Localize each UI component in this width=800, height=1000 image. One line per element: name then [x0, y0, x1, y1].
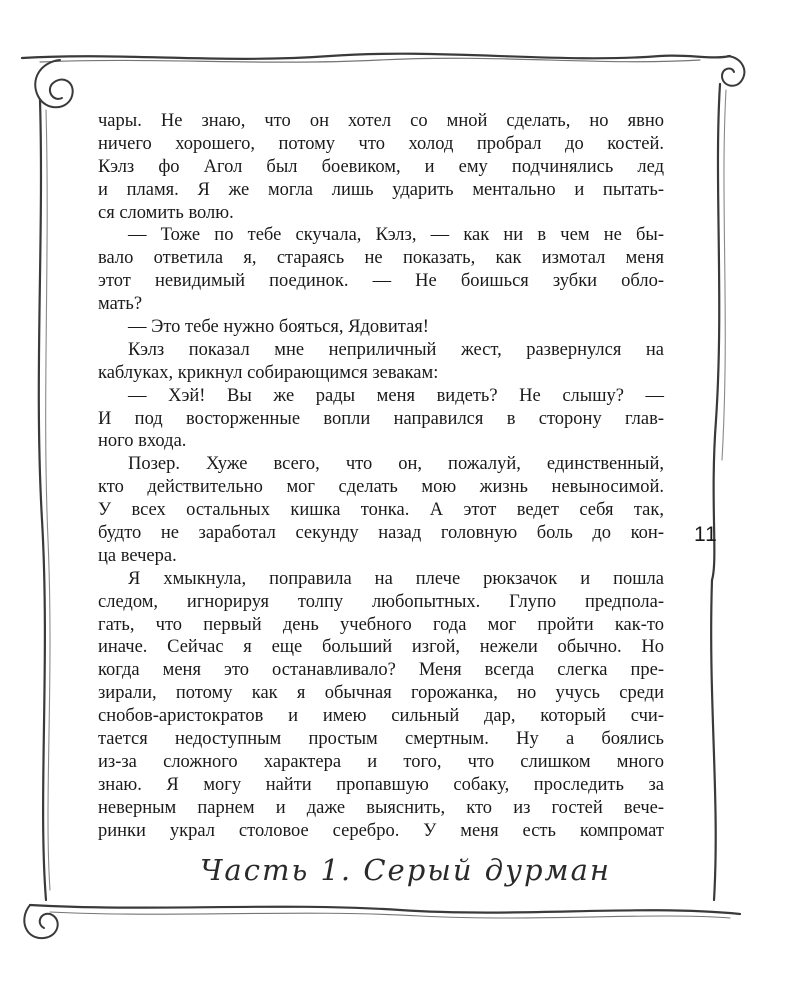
text-line: кто действительно мог сделать мою жизнь невыносимой. — [98, 477, 664, 498]
page-number: 11 — [694, 523, 718, 546]
text-line: ца вечера. — [98, 545, 177, 566]
text-line: и пламя. Я же могла лишь ударить ментально и пытать- — [98, 179, 664, 200]
text-line: мать? — [98, 294, 143, 315]
text-line: ного входа. — [98, 431, 187, 452]
text-line: иначе. Сейчас я еще больший изгой, нежели обычно. Но — [98, 637, 664, 658]
text-line: неверным парнем и даже выяснить, кто из гостей вече- — [98, 797, 664, 818]
text-line: — Тоже по тебе скучала, Кэлз, — как ни в чем не бы- — [128, 225, 664, 246]
text-line: Я хмыкнула, поправила на плече рюкзачок и пошла — [128, 568, 664, 589]
text-line: Позер. Хуже всего, что он, пожалуй, единственный, — [128, 454, 664, 475]
text-line: ничего хорошего, потому что холод пробрал до костей. — [98, 133, 664, 154]
chapter-footer-title: Часть 1. Серый дурман — [200, 853, 611, 887]
text-line: — Это тебе нужно бояться, Ядовитая! — [128, 317, 429, 338]
text-line: каблуках, крикнул собирающимся зевакам: — [98, 362, 439, 383]
text-line: — Хэй! Вы же рады меня видеть? Не слышу? — — [128, 385, 664, 406]
text-line: вало ответила я, стараясь не показать, как измотал меня — [98, 248, 664, 269]
text-line: ся сломить волю. — [98, 202, 234, 223]
text-line: когда меня это останавливало? Меня всегда слегка пре- — [98, 660, 664, 681]
text-line: этот невидимый поединок. — Не боишься зубки обло- — [98, 271, 664, 292]
text-line: У всех остальных кишка тонка. А этот ведет себя так, — [98, 500, 664, 521]
text-line: знаю. Я могу найти пропавшую собаку, проследить за — [98, 774, 664, 795]
text-line: гать, что первый день учебного года мог пройти как-то — [98, 614, 664, 635]
text-line: следом, игнорируя толпу любопытных. Глупо предпола- — [98, 591, 664, 612]
text-line: зирали, потому как я обычная горожанка, но учусь среди — [98, 683, 664, 704]
text-line: Кэлз фо Агол был боевиком, и ему подчинялись лед — [98, 156, 664, 177]
text-line: будто не заработал секунду назад головную боль до кон- — [98, 523, 664, 544]
text-line: чары. Не знаю, что он хотел со мной сделать, но явно — [98, 111, 664, 131]
text-line: Кэлз показал мне неприличный жест, развернулся на — [128, 339, 664, 360]
text-line: тается недоступным простым смертным. Ну а боялись — [98, 729, 664, 750]
text-line: снобов-аристократов и имею сильный дар, который счи- — [98, 706, 664, 727]
text-line: ринки украл столовое серебро. У меня есть компромат — [98, 820, 664, 841]
text-line: И под восторженные вопли направился в сторону глав- — [98, 408, 664, 429]
body-text — [98, 110, 664, 843]
text-line: из-за сложного характера и того, что слишком много — [98, 751, 664, 772]
